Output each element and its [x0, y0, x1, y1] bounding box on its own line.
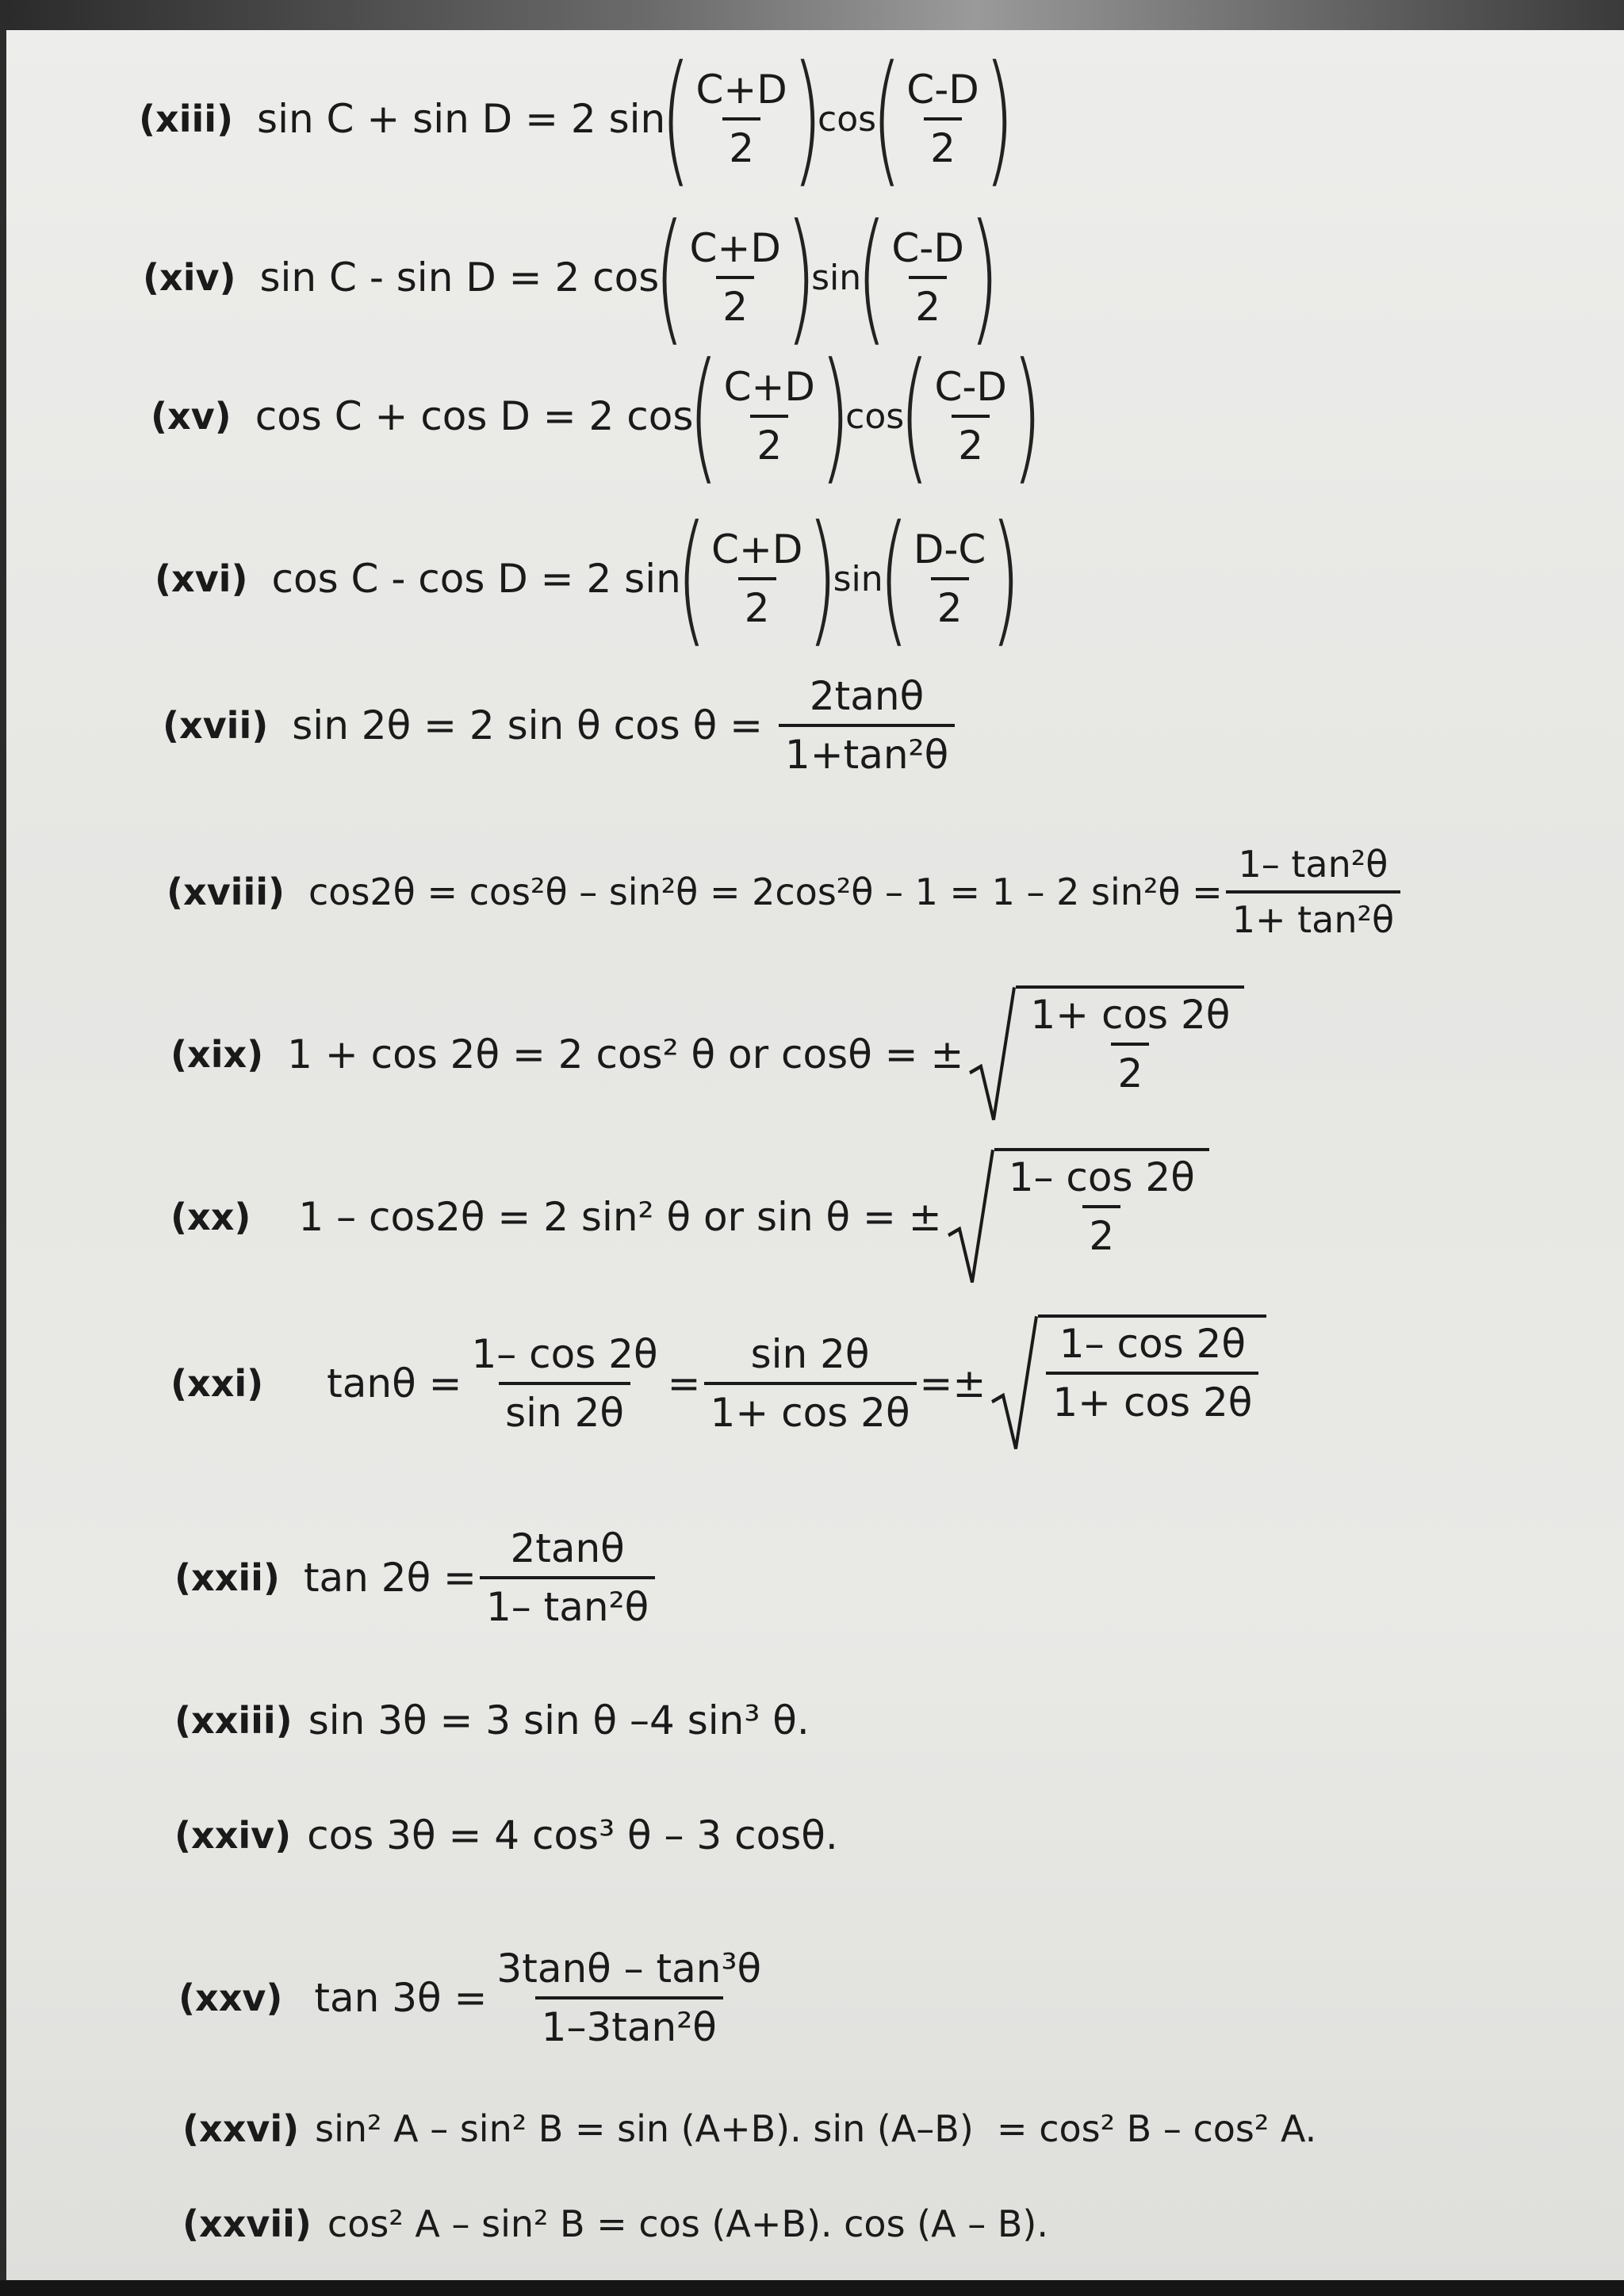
- identity-row: [170, 1316, 1266, 1451]
- fraction: [490, 1946, 768, 2050]
- identity-label: (xxii): [174, 1556, 280, 1599]
- equals-sign: =: [717, 702, 776, 748]
- fraction: [779, 673, 955, 778]
- numerator: 2tanθ: [510, 1525, 625, 1571]
- identity-row: [178, 1931, 771, 2065]
- radical-sign-icon: [990, 1314, 1038, 1452]
- denominator: 2: [738, 577, 776, 631]
- identity-coef: 2 cos: [554, 254, 660, 300]
- identity-row: (xiii) sin C + sin D = 2 sin ( $\frac{C+D}{2}$ ) cos ( $\frac{C-D}{2}$ ): [139, 36, 1015, 201]
- identity-row: (xiv) sin C - sin D = 2 cos ( $\frac{C+D}{2}$ ) sin ( $\frac{C-D}{2}$ ): [143, 194, 1000, 360]
- fraction: [684, 225, 787, 330]
- identity-text: 1 + cos 2θ = 2 cos² θ or cosθ = ±: [287, 1031, 964, 1077]
- equals-sign: =: [667, 1360, 701, 1406]
- denominator: 1+ cos 2θ: [1046, 1372, 1258, 1425]
- denominator: 2: [1082, 1205, 1120, 1259]
- identity-label: (xxvii): [182, 2202, 312, 2245]
- identity-text: 1 – cos2θ = 2 sin² θ or sin θ = ±: [298, 1194, 942, 1240]
- identity-lhs: tan 3θ =: [314, 1975, 488, 2021]
- identity-lhs: cos C + cos D: [255, 393, 530, 439]
- identity-row: [174, 1510, 658, 1645]
- identity-lhs: tanθ =: [327, 1360, 462, 1406]
- identity-mid: sin: [833, 558, 883, 599]
- numerator: C+D: [711, 526, 803, 572]
- fraction: [900, 67, 985, 171]
- identity-coef: 2 sin: [570, 96, 666, 142]
- numerator: C-D: [934, 364, 1007, 410]
- denominator: 2: [716, 276, 754, 330]
- fraction: [1226, 843, 1400, 941]
- denominator: 1+tan²θ: [779, 724, 955, 778]
- dark-left-edge: [0, 0, 6, 2296]
- identity-mid: sin: [811, 257, 862, 298]
- equals-sign: =: [496, 254, 555, 300]
- identity-mid: cos: [845, 396, 905, 437]
- identity-lhs: tan 2θ =: [303, 1555, 477, 1601]
- numerator: C+D: [689, 225, 781, 271]
- numerator: 1+ cos 2θ: [1030, 992, 1231, 1038]
- equals-plus-minus: =±: [919, 1360, 986, 1406]
- identity-row: [163, 658, 958, 793]
- radical-sign-icon: [968, 985, 1016, 1123]
- identity-mid: cos: [818, 98, 877, 140]
- identity-label: (xix): [170, 1033, 264, 1076]
- equals-sign: =: [530, 393, 589, 439]
- numerator: 3tanθ – tan³θ: [496, 1946, 762, 1992]
- identity-row: [170, 987, 1244, 1122]
- identity-lhs: sin C + sin D: [257, 96, 513, 142]
- numerator: 1– cos 2θ: [471, 1331, 658, 1377]
- square-root: [990, 1314, 1266, 1452]
- square-root: [968, 985, 1244, 1123]
- equals-sign: =: [527, 556, 587, 602]
- identity-row: [174, 1800, 838, 1871]
- fraction: [718, 364, 822, 469]
- fraction: [689, 67, 793, 171]
- numerator: C-D: [891, 225, 964, 271]
- identity-lhs: sin C - sin D: [259, 254, 496, 300]
- denominator: 1+ tan²θ: [1226, 890, 1400, 941]
- denominator: 2: [931, 577, 969, 631]
- identity-label: (xxiii): [174, 1699, 293, 1742]
- identity-row: [174, 1685, 810, 1756]
- denominator: 1– tan²θ: [480, 1576, 655, 1630]
- numerator: 1– cos 2θ: [1008, 1154, 1195, 1200]
- identity-row: (xv) cos C + cos D = 2 cos ( $\frac{C+D}{2}$ ) cos ( $\frac{C-D}{2}$ ): [151, 333, 1043, 499]
- denominator: 1+ cos 2θ: [704, 1382, 917, 1436]
- identity-label: (xxv): [178, 1976, 283, 2019]
- denominator: sin 2θ: [499, 1382, 630, 1436]
- radical-sign-icon: [947, 1148, 994, 1286]
- identity-label: (xxi): [170, 1362, 264, 1405]
- square-root: [947, 1148, 1209, 1286]
- identity-label: (xvii): [163, 704, 269, 747]
- fraction: [928, 364, 1013, 469]
- fraction: [705, 526, 809, 631]
- denominator: 2: [722, 117, 760, 171]
- denominator: 2: [750, 415, 788, 469]
- identity-text: cos² A – sin² B = cos (A+B). cos (A – B).: [327, 2202, 1048, 2245]
- denominator: 2: [909, 276, 947, 330]
- identity-row: [182, 2188, 1048, 2260]
- numerator: 1– tan²θ: [1238, 843, 1388, 886]
- identity-label: (xvi): [155, 557, 248, 600]
- denominator: 1–3tan²θ: [535, 1996, 723, 2050]
- identity-lhs: sin 2θ: [292, 702, 412, 748]
- identity-label: (xiii): [139, 98, 234, 140]
- fraction: [480, 1525, 655, 1630]
- fraction: [465, 1331, 664, 1436]
- denominator: 2: [952, 415, 990, 469]
- numerator: 1– cos 2θ: [1059, 1321, 1246, 1367]
- numerator: C-D: [906, 67, 979, 113]
- identity-mid: 2 sin θ cos θ: [469, 702, 718, 748]
- dark-bottom-edge: [0, 2280, 1624, 2296]
- numerator: C+D: [723, 364, 815, 410]
- dark-top-edge: [0, 0, 1624, 30]
- identity-row: [182, 2093, 1316, 2164]
- identity-label: (xx): [170, 1196, 251, 1238]
- equals-sign: =: [411, 702, 469, 748]
- identity-coef: 2 cos: [588, 393, 694, 439]
- identity-text: cos 3θ = 4 cos³ θ – 3 cosθ.: [307, 1812, 838, 1858]
- fraction: [907, 526, 992, 631]
- identity-row: (xvi) cos C - cos D = 2 sin ( $\frac{C+D}{2}$ ) sin ( $\frac{D-C}{2}$ ): [155, 496, 1021, 661]
- identity-text: cos2θ = cos²θ – sin²θ = 2cos²θ – 1 = 1 – 2 sin²θ =: [308, 871, 1223, 913]
- denominator: 2: [924, 117, 962, 171]
- identity-row: [170, 1150, 1209, 1284]
- numerator: 2tanθ: [809, 673, 925, 719]
- identity-coef: 2 sin: [586, 556, 681, 602]
- numerator: sin 2θ: [750, 1331, 870, 1377]
- numerator: C+D: [695, 67, 787, 113]
- identity-lhs: cos C - cos D: [271, 556, 528, 602]
- identity-text: sin² A – sin² B = sin (A+B). sin (A–B) = cos² B – cos² A.: [315, 2107, 1317, 2150]
- identity-row: [167, 825, 1404, 959]
- fraction: [704, 1331, 917, 1436]
- identity-text: sin 3θ = 3 sin θ –4 sin³ θ.: [308, 1697, 810, 1743]
- identity-label: (xviii): [167, 871, 285, 913]
- numerator: D-C: [913, 526, 986, 572]
- identity-label: (xxvi): [182, 2107, 300, 2150]
- identity-label: (xiv): [143, 256, 236, 299]
- denominator: 2: [1111, 1043, 1149, 1096]
- equals-sign: =: [512, 96, 571, 142]
- identity-label: (xv): [151, 395, 232, 438]
- fraction: [885, 225, 970, 330]
- identity-label: (xxiv): [174, 1814, 292, 1857]
